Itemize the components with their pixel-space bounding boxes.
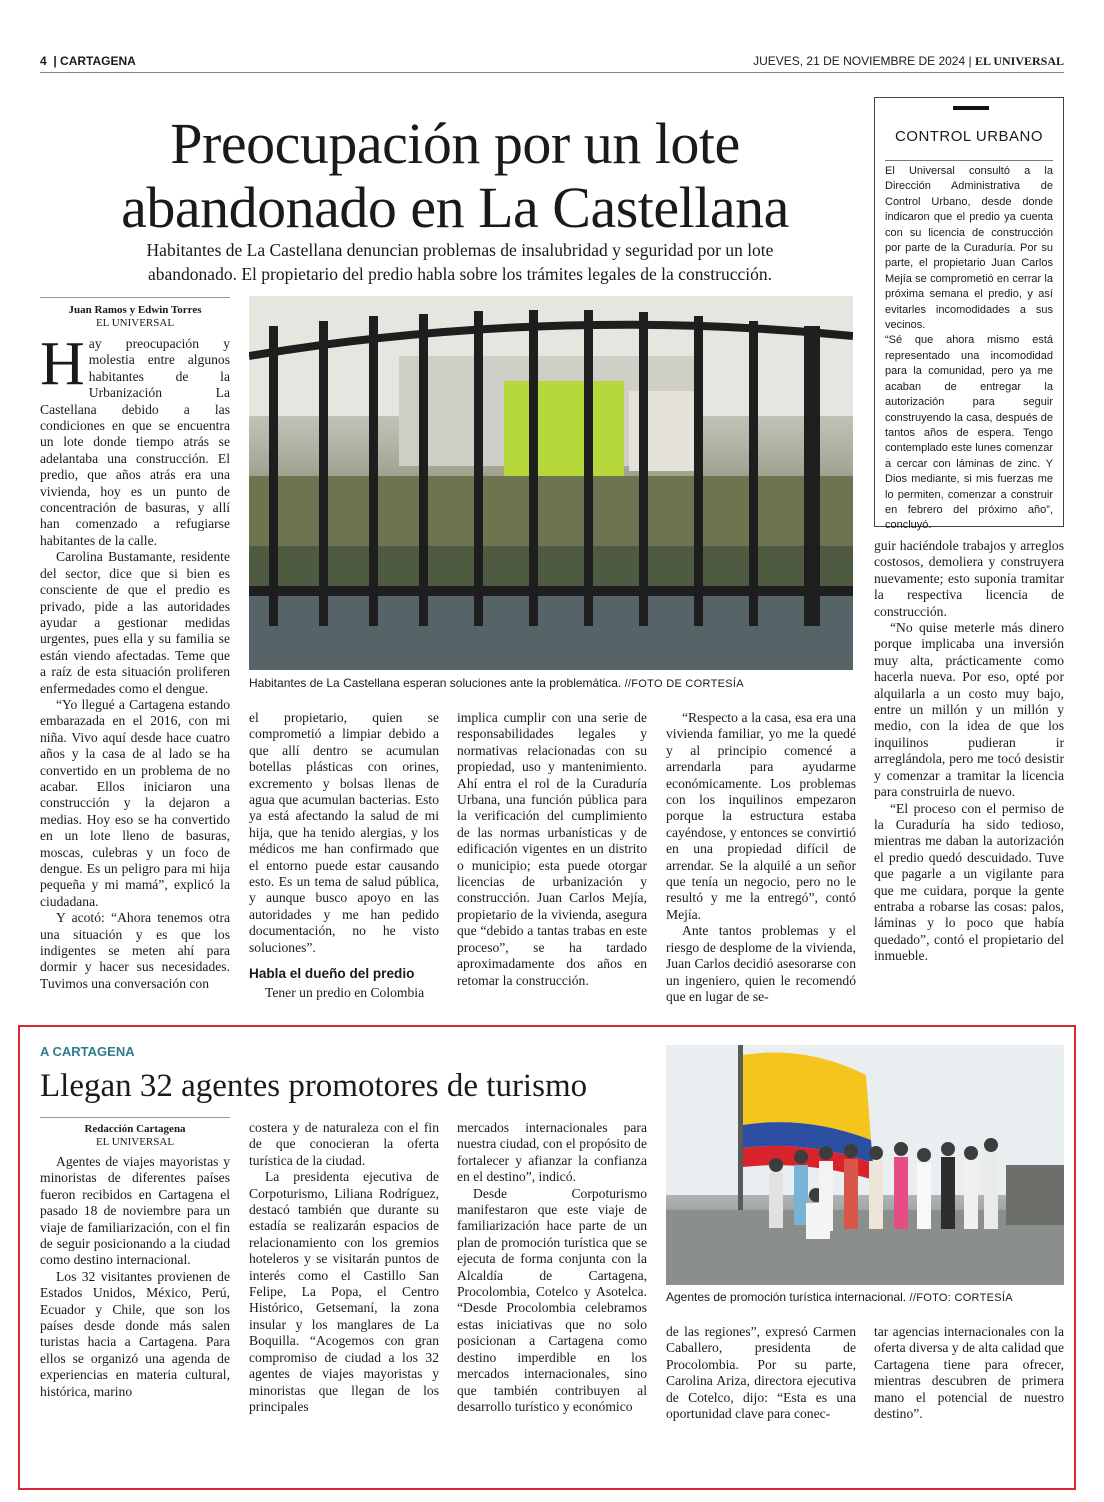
byline-org: EL UNIVERSAL: [95, 317, 175, 329]
subheadline-line-1: Habitantes de La Castellana denuncian problemas de insalubridad y seguridad por un lote: [146, 240, 774, 260]
subhead: Habla el dueño del predio: [249, 966, 415, 982]
paragraph: de las regiones”, expresó Carmen Caballero, presidenta de Procolombia. Por su parte, Carolina Ariza, directora ejecutiva de Cotelco, dijo: “Esta es una oportunidad clave para conec-: [666, 1324, 856, 1422]
main-column-1: [40, 336, 230, 1016]
page-number-section: 4 | CARTAGENA: [40, 54, 136, 68]
paragraph: costera y de naturaleza con el fin de que conocieran la oferta turística de la ciudad.: [249, 1120, 439, 1168]
second-kicker: A CARTAGENA: [40, 1044, 135, 1059]
paragraph: Y acotó: “Ahora tenemos otra una situación y es que los indigentes se meten ahí para dormir y hacer sus necesidades. Tuvimos una conversación con: [40, 910, 230, 991]
sidebar-bar: [953, 106, 989, 110]
sidebar-title: CONTROL URBANO: [894, 128, 1044, 145]
headline-line-2: abandonado en La Castellana: [121, 175, 789, 240]
paragraph: “No quise meterle más dinero porque implicaba una inversión muy alta, prácticamente como hacerla nueva. Por eso, opté por alquilarla a un costo muy bajo, entre un millón y un millón y medio, con la idea de que los inquilinos pudieran ir arreglándola, pero me tocó desistir y comenzar a tramitar la licencia para construirla de nuevo.: [874, 620, 1064, 800]
second-byline: [40, 1123, 230, 1149]
paragraph: el propietario, quien se comprometió a limpiar debido a que allí dentro se acumulan botellas plásticas con orines, excremento y bolsas llenas de agua que acumulan bacterias. Esto ya está afectando la salud de mi hija, que ha tenido alergias, y los médicos me han confirmado que el entorno puede estar causando esto. Es un tema de salud pública, y aunque busco apoyo en las autoridades y me han pedido documentación, no he visto soluciones”.: [249, 710, 439, 955]
main-byline: [40, 304, 230, 330]
headline-line-1: Preocupación por un lote: [170, 111, 740, 176]
second-column-4: [666, 1324, 856, 1440]
main-photo-caption: [249, 676, 853, 690]
paper-name: EL UNIVERSAL: [974, 54, 1064, 68]
paragraph: ay preocupación y molestia entre algunos habitantes de la Urbanización La Castellana debido a las condiciones en que se encuentra un lote donde tiempo atrás se adelantaba una construcción. El predio, que años atrás era una vivienda, hoy es un punto de concentración de basuras, y allí han comenzado a refugiarse habitantes de la calle.: [40, 336, 230, 548]
drop-cap: H: [40, 336, 85, 398]
second-column-3: [457, 1120, 647, 1440]
main-column-4: [666, 710, 856, 1016]
second-photo-caption: [666, 1290, 1064, 1304]
fence-photo-illustration: [249, 296, 853, 670]
main-column-5: [874, 538, 1064, 1016]
second-column-2: [249, 1120, 439, 1440]
caption-text: Habitantes de La Castellana esperan soluciones ante la problemática.: [249, 676, 622, 690]
second-column-5: [874, 1324, 1064, 1440]
byline-names: Juan Ramos y Edwin Torres: [68, 304, 202, 316]
second-photo: [666, 1045, 1064, 1285]
paragraph: “El proceso con el permiso de la Curaduría ha sido tedioso, mientras me daban la autorización el predio quedó descuidado. Tuve que pagarle a un vigilante para que me cuidara, porque la gente entraba a robarse las cosas: palos, láminas y lo poco que había quedado”, contó el propietario del inmueble.: [874, 800, 1064, 964]
page-header: [40, 54, 1064, 73]
subheadline-line-2: abandonado. El propietario del predio habla sobre los trámites legales de la construcción.: [148, 264, 772, 284]
date-paper: JUEVES, 21 DE NOVIEMBRE DE 2024 | EL UNIVERSAL: [753, 54, 1064, 68]
paragraph: implica cumplir con una serie de responsabilidades legales y normativas relacionadas con su propiedad, uso y mantenimiento. Ahí entra el rol de la Curaduría Urbana, una función pública para la verificación del cumplimiento de las normas urbanísticas y de edificación vigentes en un distrito o municipio; esta puede otorgar licencias de urbanización y construcción. Juan Carlos Mejía, propietario de la vivienda, asegura que “debido a tantas trabas en este proceso”, se ha tardado aproximadamente dos años en retomar la construcción.: [457, 710, 647, 988]
byline-rule: [40, 297, 230, 298]
section-name: CARTAGENA: [60, 54, 136, 68]
sidebar-divider: [885, 160, 1053, 161]
paragraph: Los 32 visitantes provienen de Estados Unidos, México, Perú, Ecuador y Chile, que son los países desde donde más salen turistas hacia a Cartagena. Para ellos se organizó una agenda de experiencias en materia cultural, histórica, marino: [40, 1268, 230, 1399]
caption-text: Agentes de promoción turística internacional.: [666, 1290, 907, 1304]
paragraph: Tener un predio en Colombia: [265, 984, 425, 1000]
byline-org: EL UNIVERSAL: [95, 1136, 175, 1148]
main-headline: [40, 112, 870, 240]
main-subheadline: [80, 238, 840, 286]
paragraph: guir haciéndole trabajos y arreglos costosos, demoliera y construyera nuevamente; esto suponía tramitar la respectiva licencia de construcción.: [874, 538, 1064, 619]
sidebar-paragraph: “Sé que ahora mismo está representado una incomodidad para la comunidad, pero ya me acaban de entregar la autorización para seguir construyendo la casa, después de tantos años de espera. Tengo contemplado este lunes comenzar a cercar con láminas de zinc. Y Dios mediante, si mis fuerzas me lo permiten, comenzar a construir en febrero del próximo año”, concluyó.: [885, 334, 1053, 532]
tourism-group-photo-illustration: [666, 1045, 1064, 1285]
byline-names: Redacción Cartagena: [84, 1123, 186, 1135]
page-number: 4: [40, 54, 47, 68]
paragraph: Carolina Bustamante, residente del sector, dice que si bien es consciente de que el predio es privado, pide a las autoridades ayudar a gestionar medidas urgentes, pues ella y su familia se están viendo afectadas. Teme que a raíz de esta situación proliferen enfermedades como el dengue.: [40, 549, 230, 696]
paragraph: Agentes de viajes mayoristas y minoristas de diferentes países fueron recibidos en Cartagena el pasado 18 de noviembre para un viaje de familiarización, con el fin de seguir posicionando a la ciudad como destino internacional.: [40, 1154, 230, 1268]
paragraph: Desde Corpoturismo manifestaron que este viaje de familiarización hace parte de un plan de promoción turística que se ejecuta de forma conjunta con la Alcaldía de Cartagena, Procolombia, Cotelco y Asotelca. “Desde Procolombia celebramos estas iniciativas que no solo posicionan a Cartagena como destino imperdible en los mercados internacionales, sino que también contribuyen al desarrollo turístico y económico: [457, 1185, 647, 1414]
paragraph: La presidenta ejecutiva de Corpoturismo, Liliana Rodríguez, destacó también que durante su estadía se realizarán espacios de relacionamiento con los gremios hoteleros y se visitarán puntos de interés como el Castillo San Felipe, La Popa, el Centro Histórico, Getsemaní, la zona insular y los manglares de La Boquilla. “Acogemos con gran compromiso de ciudad a los 32 agentes de viajes mayoristas y minoristas que llegan de los principales: [249, 1169, 439, 1414]
photo-credit: //FOTO: CORTESÍA: [909, 1292, 1013, 1304]
paragraph: tar agencias internacionales con la oferta diversa y de alta calidad que Cartagena tiene para ofrecer, mientras descubren de primera mano el potencial de nuestro destino”.: [874, 1324, 1064, 1422]
paragraph: Ante tantos problemas y el riesgo de desplome de la vivienda, Juan Carlos decidió asesorarse con un ingeniero, quien le recomendó que en lugar de se-: [666, 923, 856, 1004]
paragraph: mercados internacionales para nuestra ciudad, con el propósito de fortalecer y afianzar la confianza en el destino”, indicó.: [457, 1120, 647, 1185]
sidebar-paragraph: El Universal consultó a la Dirección Administrativa de Control Urbano, desde donde indicaron que el predio ya cuenta con su licencia de construcción por parte de la Curaduría. Por su parte, el propietario Juan Carlos Mejía se comprometió en cerrar la próxima semana el predio, y así evitarles incomodidades a sus vecinos.: [885, 165, 1053, 332]
paragraph: “Respecto a la casa, esa era una vivienda familiar, yo me la quedé y al principio comencé a arrendarla para ayudarme económicamente. Los problemas con los inquilinos empezaron porque la estructura estaba cayéndose, y entonces se convirtió en una propiedad difícil de arrendar. Se la alquilé a un señor que tenía un negocio, pero no le resultó y me la entregó”, contó Mejía.: [666, 710, 856, 922]
second-column-1: [40, 1154, 230, 1440]
sidebar-box: [874, 97, 1064, 532]
issue-date: JUEVES, 21 DE NOVIEMBRE DE 2024: [753, 54, 966, 68]
paragraph: “Yo llegué a Cartagena estando embarazada en el 2016, con mi niña. Vivo aquí desde hace cuatro años y la casa de al lado se ha convertido en un problema de no acabar. Ellos iniciaron una construcción y la dejaron a medias. Hoy eso se ha convertido en un lote lleno de basuras, moscas, culebras y un foco de dengue. Es un peligro para mi hija pequeña y mi mamá”, explicó la ciudadana.: [40, 696, 230, 909]
photo-credit: //FOTO DE CORTESÍA: [624, 678, 744, 690]
main-column-3: [457, 710, 647, 1016]
sidebar-body: [885, 164, 1053, 534]
main-photo: [249, 296, 853, 670]
main-column-2: [249, 710, 439, 1016]
second-byline-rule: [40, 1117, 230, 1118]
second-headline: Llegan 32 agentes promotores de turismo: [40, 1068, 588, 1104]
